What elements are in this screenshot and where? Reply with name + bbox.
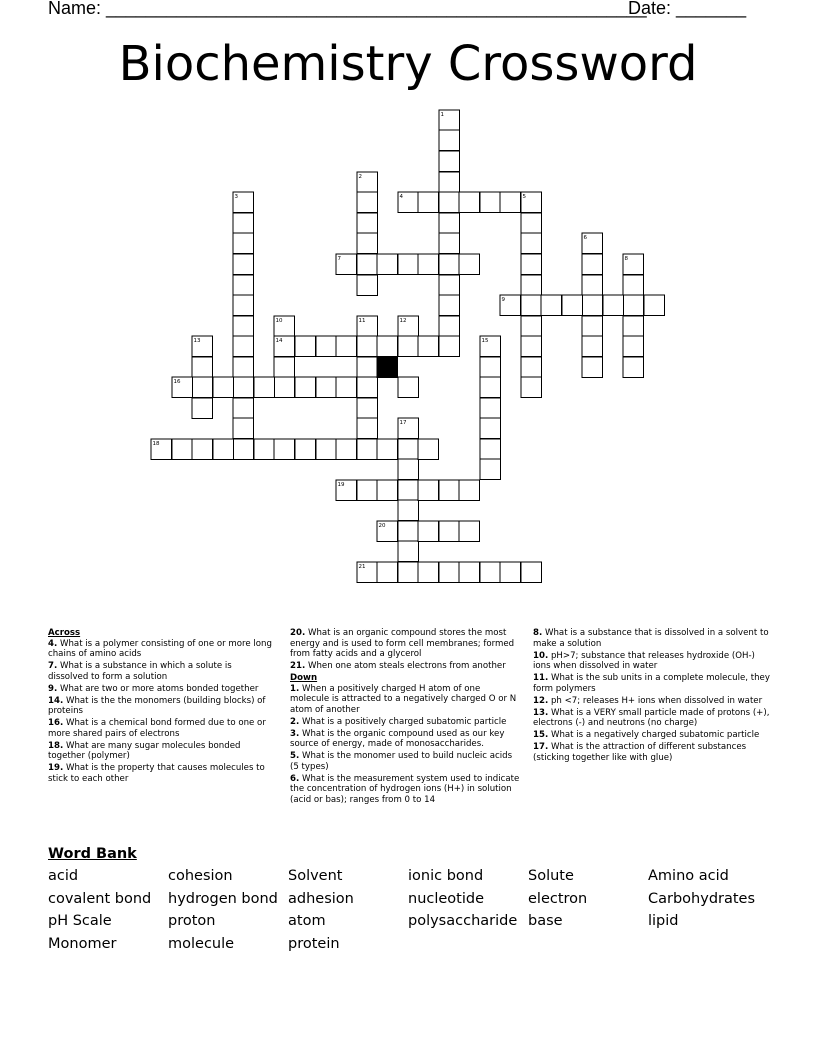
grid-cell[interactable]	[623, 295, 644, 316]
grid-cell[interactable]	[521, 316, 542, 337]
clue-item	[48, 718, 274, 739]
grid-cell[interactable]	[233, 213, 254, 234]
grid-cell[interactable]	[295, 439, 316, 460]
grid-cell[interactable]	[480, 459, 501, 480]
clue-text: What is a negatively charged subatomic particle	[548, 730, 760, 740]
clue-number-label: 20	[378, 523, 386, 529]
clue-number: 9.	[48, 683, 58, 694]
grid-cell[interactable]	[254, 377, 275, 398]
clue-text: What are many sugar molecules bonded together (polymer)	[48, 740, 241, 761]
word-bank	[48, 843, 788, 956]
word-bank-item: lipid	[648, 913, 679, 930]
name-field[interactable]: Name: ______________________________________________________	[48, 0, 647, 18]
grid-cell[interactable]	[500, 192, 521, 213]
grid-cell[interactable]	[398, 562, 419, 583]
grid-cell[interactable]	[398, 377, 419, 398]
clue-item	[533, 651, 773, 672]
clue-number: 11.	[533, 673, 549, 683]
grid-cell[interactable]	[357, 357, 378, 378]
clue-number-label: 6	[583, 235, 587, 241]
word-bank-item: proton	[168, 913, 216, 930]
clue-number: 6.	[290, 773, 300, 784]
word-bank-item: atom	[288, 913, 326, 930]
word-bank-item: nucleotide	[408, 890, 485, 907]
grid-cell[interactable]	[398, 521, 419, 542]
clue-section-heading: Across	[48, 628, 81, 638]
grid-cell[interactable]	[480, 418, 501, 439]
word-bank-item: Carbohydrates	[648, 890, 756, 907]
grid-cell[interactable]	[418, 254, 439, 275]
grid-cell[interactable]	[418, 439, 439, 460]
clue-item	[533, 628, 773, 649]
grid-cell[interactable]	[233, 398, 254, 419]
clue-text: What is the monomer used to build nucleic acids (5 types)	[290, 751, 513, 772]
grid-cell[interactable]	[377, 562, 398, 583]
word-bank-item: cohesion	[168, 868, 233, 884]
grid-cell[interactable]	[521, 562, 542, 583]
grid-cell[interactable]	[439, 130, 460, 151]
grid-cell[interactable]	[233, 357, 254, 378]
grid-cell[interactable]	[233, 254, 254, 275]
clue-section-heading: Down	[290, 673, 318, 683]
grid-cell[interactable]	[439, 213, 460, 234]
grid-cell[interactable]	[336, 336, 357, 357]
clue-number-label: 2	[358, 174, 362, 180]
clue-item	[48, 741, 274, 762]
clues-column-3	[533, 628, 773, 765]
grid-cell[interactable]	[398, 459, 419, 480]
grid-cell[interactable]	[439, 254, 460, 275]
grid-cell[interactable]	[459, 192, 480, 213]
clue-text: What is an organic compound stores the most energy and is used to form cell membranes; formed from fatty acids and a glycerol	[290, 628, 515, 659]
clue-number: 21.	[290, 661, 306, 671]
clue-number-label: 16	[173, 379, 181, 385]
grid-cell[interactable]	[357, 439, 378, 460]
word-bank-item: ionic bond	[408, 868, 484, 884]
clue-item	[290, 717, 522, 728]
clue-number: 18.	[48, 740, 64, 751]
grid-cell[interactable]	[192, 357, 213, 378]
clue-number: 17.	[533, 742, 549, 752]
clue-text: When a positively charged H atom of one molecule is attracted to a negatively charged O or N atom of another	[290, 683, 517, 715]
grid-cell[interactable]	[521, 357, 542, 378]
clue-number: 4.	[48, 638, 58, 649]
word-bank-item: pH Scale	[48, 913, 112, 930]
clue-number: 14.	[48, 695, 64, 706]
grid-cell[interactable]	[233, 439, 254, 460]
grid-cell[interactable]	[316, 377, 337, 398]
grid-cell[interactable]	[398, 254, 419, 275]
clue-number-label: 19	[337, 482, 345, 488]
clue-item	[48, 684, 274, 695]
grid-cell[interactable]	[357, 398, 378, 419]
clue-number-label: 1	[440, 112, 444, 118]
grid-cell[interactable]	[480, 357, 501, 378]
clue-number-label: 12	[399, 318, 407, 324]
word-bank-item: adhesion	[288, 890, 354, 907]
clue-number: 20.	[290, 628, 306, 638]
grid-cell[interactable]	[316, 439, 337, 460]
grid-cell[interactable]	[521, 254, 542, 275]
grid-cell[interactable]	[233, 233, 254, 254]
clue-number-label: 13	[193, 338, 201, 344]
grid-cell[interactable]	[398, 336, 419, 357]
clue-item	[290, 661, 522, 672]
grid-cell[interactable]	[418, 336, 439, 357]
clue-number-label: 8	[624, 256, 628, 262]
grid-cell[interactable]	[603, 295, 624, 316]
grid-cell[interactable]	[582, 254, 603, 275]
grid-cell[interactable]	[192, 398, 213, 419]
grid-cell[interactable]	[521, 336, 542, 357]
clue-number-label: 9	[501, 297, 505, 303]
clue-number-label: 18	[152, 441, 160, 447]
grid-cell[interactable]	[357, 377, 378, 398]
clue-number-label: 11	[358, 318, 366, 324]
grid-cell[interactable]	[459, 254, 480, 275]
grid-cell[interactable]	[582, 357, 603, 378]
grid-cell[interactable]	[274, 377, 295, 398]
grid-cell[interactable]	[500, 562, 521, 583]
clue-text: What is a positively charged subatomic particle	[299, 716, 507, 727]
grid-cell[interactable]	[357, 480, 378, 501]
date-field[interactable]: Date: _______	[628, 0, 747, 18]
grid-cell[interactable]	[377, 336, 398, 357]
clue-item	[533, 696, 773, 707]
clue-number: 15.	[533, 730, 549, 740]
clue-number: 8.	[533, 628, 543, 638]
grid-cell[interactable]	[623, 275, 644, 296]
grid-cell[interactable]	[233, 418, 254, 439]
grid-cell[interactable]	[439, 172, 460, 193]
grid-cell[interactable]	[192, 439, 213, 460]
clue-number-label: 3	[234, 194, 238, 200]
grid-cell[interactable]	[357, 275, 378, 296]
grid-cell[interactable]	[521, 295, 542, 316]
grid-cell[interactable]	[439, 480, 460, 501]
grid-cell[interactable]	[418, 192, 439, 213]
clue-text: What is a substance that is dissolved in a solvent to make a solution	[533, 628, 769, 649]
grid-cell[interactable]	[213, 377, 234, 398]
clue-number-label: 7	[337, 256, 341, 262]
grid-cell[interactable]	[377, 254, 398, 275]
grid-cell[interactable]	[439, 275, 460, 296]
clue-number: 19.	[48, 763, 64, 773]
word-bank-item: hydrogen bond	[168, 890, 278, 907]
word-bank-item: electron	[528, 890, 588, 907]
grid-cell[interactable]	[439, 316, 460, 337]
grid-cell[interactable]	[582, 336, 603, 357]
clue-text: What are two or more atoms bonded together	[57, 683, 259, 694]
grid-cell[interactable]	[582, 295, 603, 316]
grid-cell[interactable]	[316, 336, 337, 357]
word-bank-title: Word Bank	[48, 846, 137, 862]
grid-cell[interactable]	[521, 377, 542, 398]
grid-cell[interactable]	[439, 562, 460, 583]
clue-text: ph <7; releases H+ ions when dissolved in water	[548, 695, 763, 706]
clue-number: 7.	[48, 661, 58, 671]
grid-cell[interactable]	[357, 254, 378, 275]
grid-cell[interactable]	[274, 439, 295, 460]
grid-cell[interactable]	[480, 377, 501, 398]
clue-number: 12.	[533, 695, 549, 706]
grid-cell[interactable]	[459, 562, 480, 583]
grid-cell[interactable]	[418, 480, 439, 501]
clue-item	[290, 628, 522, 660]
blocked-cell	[377, 357, 398, 378]
grid-cell[interactable]	[233, 336, 254, 357]
clue-number-label: 15	[481, 338, 489, 344]
grid-cell[interactable]	[357, 336, 378, 357]
clue-text: What is a VERY small particle made of protons (+), electrons (-) and neutrons (no charge)	[533, 707, 770, 728]
grid-cell[interactable]	[357, 192, 378, 213]
grid-cell[interactable]	[582, 275, 603, 296]
clue-number: 3.	[290, 728, 300, 739]
grid-cell[interactable]	[254, 439, 275, 460]
grid-cell[interactable]	[233, 377, 254, 398]
clue-number: 5.	[290, 751, 300, 761]
grid-cell[interactable]	[480, 562, 501, 583]
grid-cell[interactable]	[439, 521, 460, 542]
grid-cell[interactable]	[439, 192, 460, 213]
grid-cell[interactable]	[274, 357, 295, 378]
grid-cell[interactable]	[541, 295, 562, 316]
word-bank-list	[48, 865, 788, 956]
grid-cell[interactable]	[336, 439, 357, 460]
clue-number: 1.	[290, 683, 300, 694]
word-bank-item: covalent bond	[48, 890, 152, 907]
clue-item	[533, 673, 773, 694]
word-bank-item: molecule	[168, 936, 235, 953]
grid-cell[interactable]	[623, 336, 644, 357]
grid-cell[interactable]	[398, 480, 419, 501]
clues-column-1	[48, 628, 274, 786]
grid-cell[interactable]	[439, 336, 460, 357]
clue-item	[533, 742, 773, 763]
grid-cell[interactable]	[172, 439, 193, 460]
clue-number-label: 5	[522, 194, 526, 200]
clue-text: What is a chemical bond formed due to one or more shared pairs of electrons	[48, 718, 266, 739]
grid-cell[interactable]	[213, 439, 234, 460]
clue-number: 10.	[533, 650, 549, 661]
grid-cell[interactable]	[480, 398, 501, 419]
clue-number: 13.	[533, 707, 549, 718]
clue-text: When one atom steals electrons from another	[305, 661, 506, 671]
grid-cell[interactable]	[295, 377, 316, 398]
grid-cell[interactable]	[398, 541, 419, 562]
grid-cell[interactable]	[480, 439, 501, 460]
clue-number-label: 21	[358, 564, 366, 570]
clue-number-label: 17	[399, 420, 407, 426]
grid-cell[interactable]	[295, 336, 316, 357]
word-bank-item: protein	[288, 936, 340, 953]
page-title: Biochemistry Crossword	[118, 36, 698, 92]
grid-cell[interactable]	[357, 418, 378, 439]
clue-number-label: 14	[275, 338, 283, 344]
clue-number-label: 10	[275, 318, 283, 324]
grid-cell[interactable]	[398, 500, 419, 521]
clues-column-2	[290, 628, 522, 807]
grid-cell[interactable]	[459, 521, 480, 542]
grid-cell[interactable]	[459, 480, 480, 501]
word-bank-item: Solvent	[288, 868, 343, 884]
grid-cell[interactable]	[521, 233, 542, 254]
grid-cell[interactable]	[480, 192, 501, 213]
clue-item	[48, 661, 274, 682]
grid-cell[interactable]	[398, 439, 419, 460]
word-bank-item: Amino acid	[648, 868, 729, 884]
clue-text: What is a substance in which a solute is dissolved to form a solution	[48, 661, 232, 682]
grid-cell[interactable]	[418, 562, 439, 583]
clue-text: What is the sub units in a complete molecule, they form polymers	[533, 673, 770, 694]
clue-text: What is the organic compound used as our key source of energy, made of monosaccharides.	[290, 728, 505, 749]
clue-text: pH>7; substance that releases hydroxide (OH-) ions when dissolved in water	[533, 650, 755, 671]
grid-cell[interactable]	[377, 439, 398, 460]
grid-cell[interactable]	[439, 295, 460, 316]
grid-cell[interactable]	[439, 151, 460, 172]
clue-item	[290, 729, 522, 750]
clue-item	[533, 708, 773, 729]
word-bank-item: acid	[48, 868, 79, 884]
grid-cell[interactable]	[357, 233, 378, 254]
grid-cell[interactable]	[644, 295, 665, 316]
word-bank-item: Solute	[528, 868, 574, 884]
word-bank-item: Monomer	[48, 936, 117, 953]
clue-item	[290, 684, 522, 716]
clue-item	[533, 730, 773, 741]
clue-item	[48, 696, 274, 717]
word-bank-item: polysaccharide	[408, 913, 518, 930]
clue-number: 16.	[48, 718, 64, 728]
grid-cell[interactable]	[521, 213, 542, 234]
word-bank-item: base	[528, 913, 563, 930]
grid-cell[interactable]	[336, 377, 357, 398]
grid-cell[interactable]	[623, 316, 644, 337]
clue-number-label: 4	[399, 194, 403, 200]
grid-cell[interactable]	[233, 316, 254, 337]
grid-cell[interactable]	[192, 377, 213, 398]
clue-text: What is the the monomers (building blocks) of proteins	[48, 695, 266, 716]
grid-cell[interactable]	[439, 233, 460, 254]
grid-cell[interactable]	[582, 316, 603, 337]
clue-text: What is the attraction of different substances (sticking together like with glue)	[533, 742, 747, 763]
grid-cell[interactable]	[418, 521, 439, 542]
clue-item	[48, 763, 274, 784]
clue-text: What is a polymer consisting of one or more long chains of amino acids	[48, 638, 272, 659]
clue-item	[48, 639, 274, 660]
clue-number: 2.	[290, 716, 300, 727]
grid-cell[interactable]	[562, 295, 583, 316]
grid-cell[interactable]	[357, 213, 378, 234]
grid-cell[interactable]	[233, 275, 254, 296]
grid-cell[interactable]	[623, 357, 644, 378]
clue-item	[290, 751, 522, 772]
grid-cell[interactable]	[233, 295, 254, 316]
clue-text: What is the measurement system used to indicate the concentration of hydrogen ions (H+) in solution (acid or bas); ranges from 0 to 14	[290, 773, 520, 805]
grid-cell[interactable]	[377, 480, 398, 501]
grid-cell[interactable]	[521, 275, 542, 296]
clue-item	[290, 774, 522, 806]
clue-text: What is the property that causes molecules to stick to each other	[48, 763, 265, 784]
